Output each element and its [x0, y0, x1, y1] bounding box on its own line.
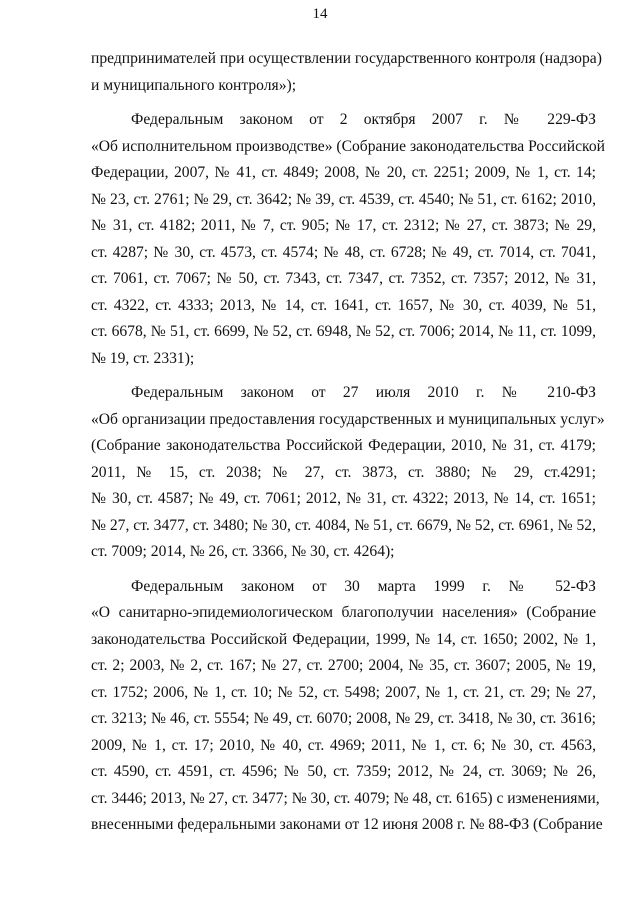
text-line: Федеральным законом от 27 июля 2010 г. № 210-ФЗ: [131, 384, 596, 401]
text-line: ст. 1752; 2006, № 1, ст. 10; № 52, ст. 5498; 2007, № 1, ст. 21, ст. 29; № 27,: [91, 683, 596, 701]
text-line: внесенными федеральными законами от 12 июня 2008 г. № 88-ФЗ (Собрание: [91, 816, 603, 833]
paragraph-law-229-fz: [91, 107, 605, 372]
text-line: «Об исполнительном производстве» (Собрание законодательства Российской: [91, 137, 605, 155]
text-line: № 27, ст. 3477, ст. 3480; № 30, ст. 4084, № 51, ст. 6679, № 52, ст. 6961, № 52,: [91, 516, 596, 534]
text-line: 2011, № 15, ст. 2038; № 27, ст. 3873, ст. 3880; № 29, ст.4291;: [91, 463, 596, 481]
text-line: ст. 2; 2003, № 2, ст. 167; № 27, ст. 2700; 2004, № 35, ст. 3607; 2005, № 19,: [91, 657, 596, 674]
text-line: «О санитарно-эпидемиологическом благополучии населения» (Собрание: [91, 604, 596, 621]
text-line: Федерации, 2007, № 41, ст. 4849; 2008, № 20, ст. 2251; 2009, № 1, ст. 14;: [91, 164, 596, 181]
text-line: ст. 7061, ст. 7067; № 50, ст. 7343, ст. 7347, ст. 7352, ст. 7357; 2012, № 31,: [91, 270, 596, 287]
text-line: № 31, ст. 4182; 2011, № 7, ст. 905; № 17, ст. 2312; № 27, ст. 3873; № 29,: [91, 217, 596, 234]
text-line: ст. 4322, ст. 4333; 2013, № 14, ст. 1641, ст. 1657, № 30, ст. 4039, № 51,: [91, 296, 596, 314]
text-line: Федеральным законом от 2 октября 2007 г. № 229-ФЗ: [131, 111, 596, 128]
paragraph-law-210-fz: [91, 380, 605, 566]
text-line: «Об организации предоставления государственных и муниципальных услуг»: [91, 410, 605, 428]
paragraph-continuation: [91, 46, 602, 99]
text-line: ст. 7009; 2014, № 26, ст. 3366, № 30, ст. 4264);: [91, 543, 395, 560]
text-line: № 30, ст. 4587; № 49, ст. 7061; 2012, № 31, ст. 4322; 2013, № 14, ст. 1651;: [91, 490, 596, 507]
text-line: Федеральным законом от 30 марта 1999 г. № 52-ФЗ: [131, 577, 596, 595]
paragraph-law-52-fz: [91, 574, 603, 839]
text-line: ст. 3213; № 46, ст. 5554; № 49, ст. 6070; 2008, № 29, ст. 3418, № 30, ст. 3616;: [91, 710, 596, 727]
text-line: и муниципального контроля»);: [91, 76, 297, 94]
text-line: № 19, ст. 2331);: [91, 349, 195, 367]
text-line: законодательства Российской Федерации, 1999, № 14, ст. 1650; 2002, № 1,: [91, 630, 596, 648]
text-line: ст. 4287; № 30, ст. 4573, ст. 4574; № 48, ст. 6728; № 49, ст. 7014, ст. 7041,: [91, 243, 596, 261]
text-line: ст. 3446; 2013, № 27, ст. 3477; № 30, ст. 4079; № 48, ст. 6165) с изменениями,: [91, 789, 600, 807]
text-line: № 23, ст. 2761; № 29, ст. 3642; № 39, ст. 4539, ст. 4540; № 51, ст. 6162; 2010,: [91, 190, 596, 208]
text-line: предпринимателей при осуществлении государственного контроля (надзора): [91, 50, 602, 67]
text-line: ст. 6678, № 51, ст. 6699, № 52, ст. 6948, № 52, ст. 7006; 2014, № 11, ст. 1099,: [91, 323, 596, 340]
page-number: 14: [312, 6, 328, 22]
text-line: ст. 4590, ст. 4591, ст. 4596; № 50, ст. 7359; 2012, № 24, ст. 3069; № 26,: [91, 763, 596, 780]
text-line: 2009, № 1, ст. 17; 2010, № 40, ст. 4969; 2011, № 1, ст. 6; № 30, ст. 4563,: [91, 736, 596, 754]
text-line: (Собрание законодательства Российской Федерации, 2010, № 31, ст. 4179;: [91, 437, 596, 454]
document-body: [91, 46, 605, 847]
